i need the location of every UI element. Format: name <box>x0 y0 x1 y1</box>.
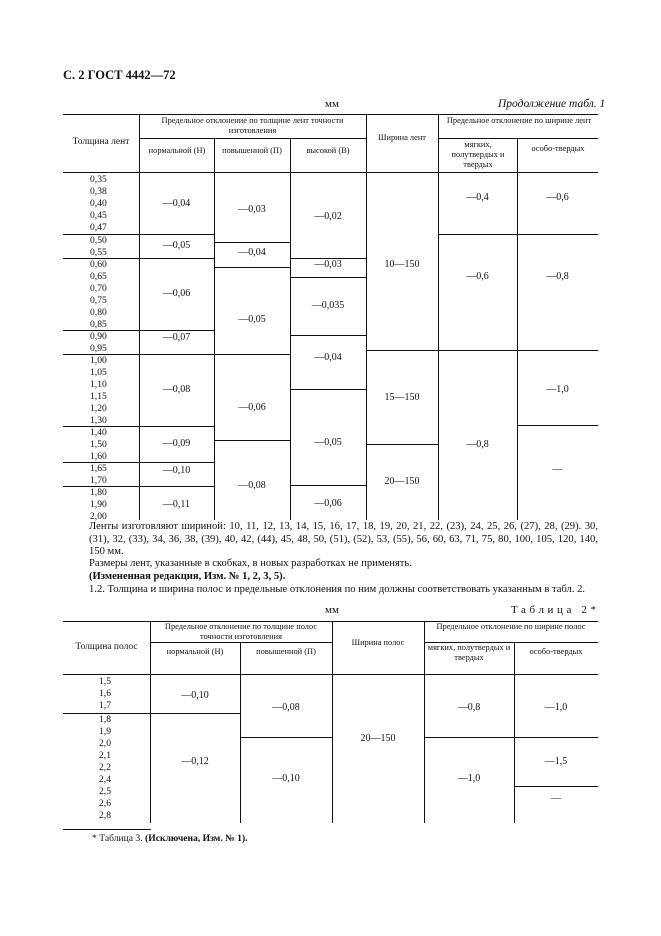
amendment-note: (Измененная редакция, Изм. № 1, 2, 3, 5). <box>89 571 286 582</box>
table-1-width-cell: 15—150 <box>384 392 420 403</box>
table-1-soft-cell: —0,4 <box>466 192 489 203</box>
table-2-group-rule <box>150 642 332 643</box>
table-1-header-normal: нормальной (Н) <box>148 146 206 155</box>
table-2-thickness-cell: 1,6 <box>99 688 111 699</box>
table-2-normal-cell: —0,10 <box>181 690 209 701</box>
table-1-high-cell: —0,05 <box>314 437 342 448</box>
table-1-thickness-cell: 0,35 <box>90 174 107 185</box>
table-1-row-rule <box>366 444 438 445</box>
table-2-thickness-cell: 1,9 <box>99 726 111 737</box>
table-1-high-cell: —0,06 <box>314 498 342 509</box>
table-1-thickness-cell: 1,00 <box>90 355 107 366</box>
table-1-row-rule <box>214 267 290 268</box>
table-1-col-rule <box>214 138 215 520</box>
table-1-thickness-cell: 0,47 <box>90 222 107 233</box>
table-2-thickness-cell: 2,4 <box>99 774 111 785</box>
table-1-group-rule <box>139 138 366 139</box>
table-2-col-rule <box>150 621 151 823</box>
table-1-thickness-group <box>90 355 107 427</box>
table-2-thickness-cell: 2,0 <box>99 738 111 749</box>
table-2-header-thickness: Толщина полос <box>75 642 138 652</box>
table-1-row-rule <box>63 330 214 331</box>
table-1-row-rule <box>290 277 366 278</box>
table-1-thickness-cell: 0,75 <box>90 295 107 306</box>
table-1-width-cell: 10—150 <box>384 259 420 270</box>
table-1-high-cell: —0,03 <box>314 259 342 270</box>
table-1-normal-cell: —0,07 <box>162 332 191 343</box>
table-2-header-soft: мягких, полутвердых и твердых <box>427 643 511 662</box>
table-1-thickness-cell: 0,80 <box>90 307 107 318</box>
table-1-normal-cell: —0,08 <box>162 384 191 395</box>
table-1-raised-cell: —0,08 <box>238 480 266 491</box>
table-1-header-thickness-dev: Предельное отклонение по толщине лент точности изготовления <box>161 116 344 135</box>
table-1-col-rule <box>290 138 291 520</box>
table-1-header-thickness: Толщина лент <box>72 137 130 147</box>
table-2-header-raised: повышенной (П) <box>256 647 316 656</box>
footnote-text: * Таблица 3. <box>92 833 143 844</box>
table-1-row-rule <box>63 426 214 427</box>
table-1-thickness-cell: 1,50 <box>90 439 107 450</box>
table-1-row-rule <box>517 234 598 235</box>
table-1-thickness-cell: 1,40 <box>90 427 107 438</box>
table-2-header-width-dev: Предельное отклонение по ширине полос <box>436 622 586 631</box>
table-1-normal-cell: —0,06 <box>162 288 191 299</box>
table-1-col-rule <box>139 114 140 520</box>
table-1-thickness-cell: 1,15 <box>90 391 107 402</box>
table-1-thickness-cell: 1,80 <box>90 487 107 498</box>
table-1-thickness-cell: 0,85 <box>90 319 107 330</box>
unit-label: мм <box>325 98 339 110</box>
table-continuation-label: Продолжение табл. 1 <box>498 98 606 110</box>
table-1-thickness-group <box>90 487 107 523</box>
table-2-header-thickness-dev: Предельное отклонение по толщине полос точности изготовления <box>164 622 318 641</box>
table-2-row-rule <box>514 786 598 787</box>
table-1-thickness-group <box>90 427 107 463</box>
table-1-thickness-cell: 1,20 <box>90 403 107 414</box>
table-1-row-rule <box>214 242 290 243</box>
page-header: С. 2 ГОСТ 4442—72 <box>63 68 176 82</box>
table-2-row-rule <box>424 737 514 738</box>
table-2-thickness-group <box>99 676 111 712</box>
table-2-thickness-cell: 2,2 <box>99 762 111 773</box>
table-1-col-rule <box>438 114 439 520</box>
table-2-label: Таблица 2* <box>511 604 600 616</box>
table-1-thickness-cell: 0,95 <box>90 343 107 354</box>
table-1-header-width: Ширина лент <box>378 133 426 142</box>
table-2-thickness-cell: 2,5 <box>99 786 111 797</box>
table-2-col-rule <box>424 621 425 823</box>
table-1-header-extra: особо-твердых <box>531 144 585 153</box>
table-1-thickness-group <box>90 259 107 331</box>
section-1-2: 1.2. Толщина и ширина полос и предельные отклонения по ним должны соответствовать указанным в табл. 2. <box>89 584 586 595</box>
table-1-thickness-cell: 0,45 <box>90 210 107 221</box>
table-2-row-rule <box>514 737 598 738</box>
widths-paragraph: Ленты изготовляют шириной: 10, 11, 12, 13, 14, 15, 16, 17, 18, 19, 20, 21, 22, (23), 24, 25, 26, (27), 28, (29). 30, (31), 32, (33), 34, 36, 38, (39), 40, 42, (44), 45, 48, 50, (51), (52), 53, (55), 56, 60, 63, 71, 75, 80, 100, 105, 120, 140, 150 мм. <box>89 521 598 557</box>
table-1-normal-cell: —0,09 <box>162 438 191 449</box>
table-1-header-width-dev: Предельное отклонение по ширине лент <box>446 116 592 125</box>
table-1-thickness-cell: 0,55 <box>90 247 107 258</box>
table-1-thickness-cell: 1,90 <box>90 499 107 510</box>
table-1-thickness-cell: 1,60 <box>90 451 107 462</box>
table-1-soft-cell: —0,6 <box>466 271 489 282</box>
table-1-row-rule <box>517 350 598 351</box>
table-2-extra-cell: —1,0 <box>544 702 568 713</box>
table-2-thickness-cell: 1,8 <box>99 714 111 725</box>
table-2-thickness-cell: 1,5 <box>99 676 111 687</box>
table-1-thickness-cell: 0,65 <box>90 271 107 282</box>
table-1-col-rule <box>366 114 367 520</box>
table-2-col-rule <box>332 621 333 823</box>
table-1-thickness-cell: 0,50 <box>90 235 107 246</box>
table-2-unit-label: мм <box>325 604 339 616</box>
table-2-normal-cell: —0,12 <box>181 756 209 767</box>
table-1-extra-cell: —0,8 <box>546 271 569 282</box>
table-1-row-rule <box>63 486 214 487</box>
table-1-thickness-cell: 0,38 <box>90 186 107 197</box>
table-1-thickness-group <box>90 174 107 234</box>
table-2-width-cell: 20—150 <box>360 733 396 744</box>
table-2-col-rule <box>240 642 241 823</box>
table-2-raised-cell: —0,10 <box>272 773 300 784</box>
table-2-raised-cell: —0,08 <box>272 702 300 713</box>
table-1-thickness-cell: 0,90 <box>90 331 107 342</box>
footnote <box>92 833 248 844</box>
table-1-extra-cell: —0,6 <box>546 192 569 203</box>
table-1-row-rule <box>290 485 366 486</box>
table-1-row-rule <box>63 462 214 463</box>
table-1-extra-cell: —1,0 <box>546 384 569 395</box>
table-2-thickness-cell: 2,8 <box>99 810 111 821</box>
table-1-thickness-group <box>90 235 107 259</box>
footnote-bold: (Исключена, Изм. № 1). <box>145 833 248 844</box>
brackets-paragraph: Размеры лент, указанные в скобках, в новых разработках не применять. <box>89 558 412 569</box>
table-1-thickness-cell: 2,00 <box>90 511 107 522</box>
table-2-row-rule <box>240 737 332 738</box>
table-2-thickness-group <box>99 714 111 822</box>
table-1-row-rule <box>438 234 517 235</box>
table-1-extra-cell: — <box>552 464 563 475</box>
table-2-header-extra: особо-твердых <box>529 647 583 656</box>
table-1-normal-cell: —0,05 <box>162 240 191 251</box>
table-1-normal-cell: —0,10 <box>162 465 191 476</box>
table-2-thickness-cell: 2,6 <box>99 798 111 809</box>
table-1-row-rule <box>290 389 366 390</box>
table-1-normal-cell: —0,04 <box>162 198 191 209</box>
table-1-raised-cell: —0,03 <box>238 204 266 215</box>
table-1-row-rule <box>438 350 517 351</box>
table-2-extra-cell: —1,5 <box>544 756 568 767</box>
table-1-thickness-cell: 1,70 <box>90 475 107 486</box>
table-1-row-rule <box>63 258 214 259</box>
table-1-thickness-cell: 0,60 <box>90 259 107 270</box>
table-1-thickness-cell: 0,70 <box>90 283 107 294</box>
table-1-high-cell: —0,02 <box>314 211 342 222</box>
table-1-row-rule <box>366 350 438 351</box>
table-1-raised-cell: —0,05 <box>238 314 266 325</box>
table-2-extra-cell: — <box>551 793 561 804</box>
table-1-group-rule <box>438 138 598 139</box>
table-1-thickness-cell: 1,65 <box>90 463 107 474</box>
table-2-header-width: Ширина полос <box>351 638 405 647</box>
table-1-row-rule <box>290 335 366 336</box>
table-1-top-rule <box>63 114 598 115</box>
table-1-row-rule <box>517 425 598 426</box>
table-1-high-cell: —0,04 <box>314 352 342 363</box>
table-1-header-soft: мягких, полутвердых и твердых <box>451 140 505 169</box>
table-1-thickness-cell: 1,10 <box>90 379 107 390</box>
table-1-thickness-cell: 1,05 <box>90 367 107 378</box>
table-1-row-rule <box>63 354 214 355</box>
table-1-thickness-cell: 1,30 <box>90 415 107 426</box>
table-1-header-raised: повышенной (П) <box>222 146 282 155</box>
table-1-thickness-cell: 0,40 <box>90 198 107 209</box>
table-2-header-normal: нормальной (Н) <box>166 647 224 656</box>
footnote-rule <box>63 829 151 830</box>
table-1-row-rule <box>214 354 290 355</box>
table-1-header-high: высокой (В) <box>306 146 350 155</box>
table-2-row-rule <box>63 713 240 714</box>
table-1-row-rule <box>63 234 214 235</box>
table-2-header-rule <box>63 674 598 675</box>
table-1-thickness-group <box>90 463 107 487</box>
table-2-thickness-cell: 2,1 <box>99 750 111 761</box>
table-1-normal-cell: —0,11 <box>162 499 191 510</box>
table-2-thickness-cell: 1,7 <box>99 700 111 711</box>
table-1-raised-cell: —0,04 <box>238 247 266 258</box>
table-1-row-rule <box>214 440 290 441</box>
table-1-high-cell: —0,035 <box>311 300 345 311</box>
table-1-thickness-group <box>90 331 107 355</box>
table-2-soft-cell: —1,0 <box>457 773 481 784</box>
table-2-soft-cell: —0,8 <box>457 702 481 713</box>
table-1-soft-cell: —0,8 <box>466 439 489 450</box>
table-1-width-cell: 20—150 <box>384 476 420 487</box>
table-1-raised-cell: —0,06 <box>238 402 266 413</box>
